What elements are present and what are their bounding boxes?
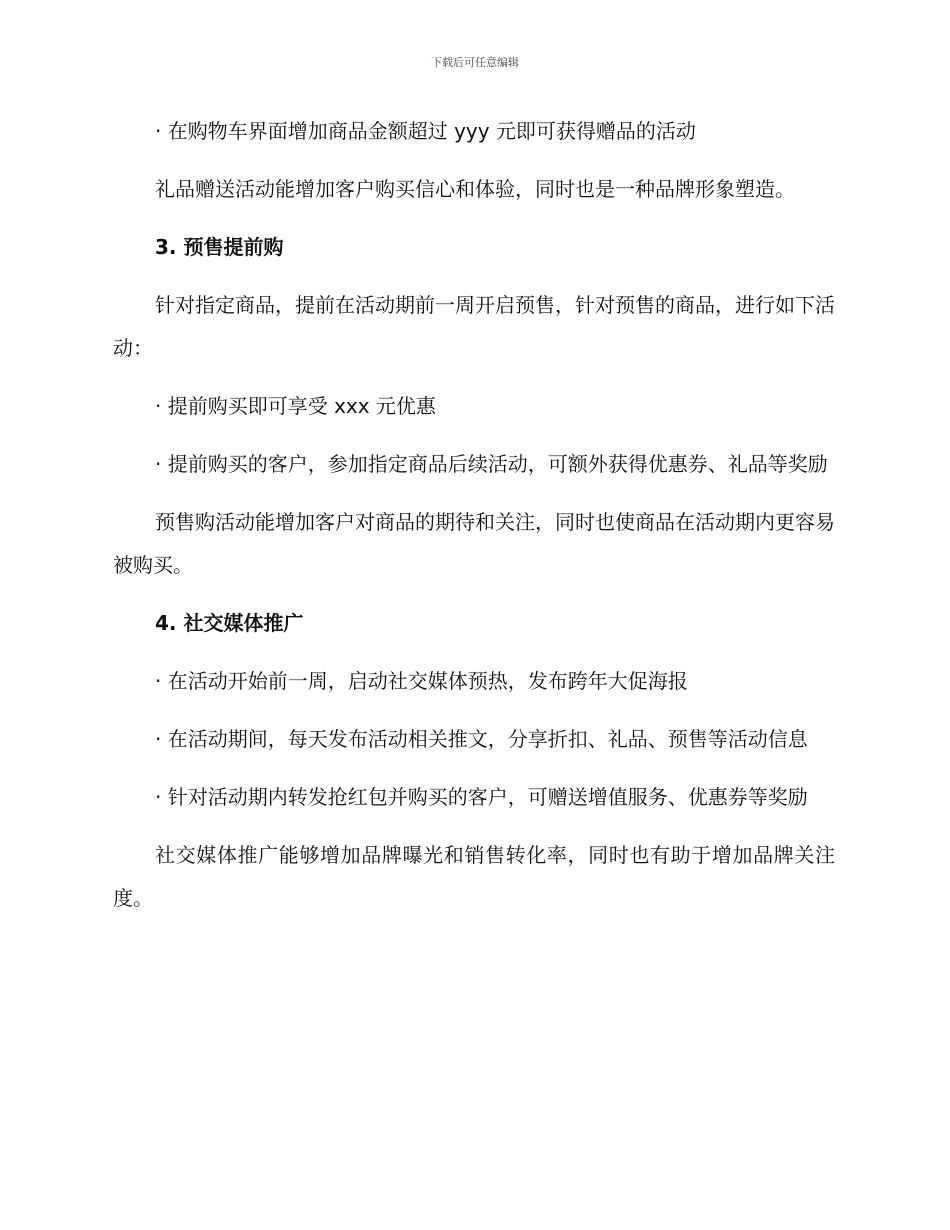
page-header: 下载后可任意编辑 bbox=[431, 56, 519, 69]
document-body bbox=[113, 110, 835, 935]
bullet-presale-discount: · 提前购买即可享受 xxx 元优惠 bbox=[155, 394, 436, 418]
paragraph-social-summary: 社交媒体推广能够增加品牌曝光和销售转化率，同时也有助于增加品牌关注度。 bbox=[113, 843, 835, 910]
bullet-social-daily-posts: · 在活动期间，每天发布活动相关推文，分享折扣、礼品、预售等活动信息 bbox=[155, 727, 808, 751]
paragraph-presale-intro: 针对指定商品，提前在活动期前一周开启预售，针对预售的商品，进行如下活动： bbox=[113, 293, 835, 360]
paragraph-gift-summary: 礼品赠送活动能增加客户购买信心和体验，同时也是一种品牌形象塑造。 bbox=[155, 177, 795, 201]
bullet-social-warmup: · 在活动开始前一周，启动社交媒体预热，发布跨年大促海报 bbox=[155, 669, 688, 693]
section-heading-presale: 3. 预售提前购 bbox=[155, 235, 284, 259]
section-heading-social: 4. 社交媒体推广 bbox=[155, 611, 304, 635]
paragraph-presale-summary: 预售购活动能增加客户对商品的期待和关注，同时也使商品在活动期内更容易被购买。 bbox=[113, 510, 835, 577]
bullet-presale-rewards: · 提前购买的客户，参加指定商品后续活动，可额外获得优惠券、礼品等奖励 bbox=[155, 452, 828, 476]
bullet-social-red-envelope: · 针对活动期内转发抢红包并购买的客户，可赠送增值服务、优惠券等奖励 bbox=[155, 785, 808, 809]
bullet-gift-threshold: · 在购物车界面增加商品金额超过 yyy 元即可获得赠品的活动 bbox=[155, 119, 696, 143]
